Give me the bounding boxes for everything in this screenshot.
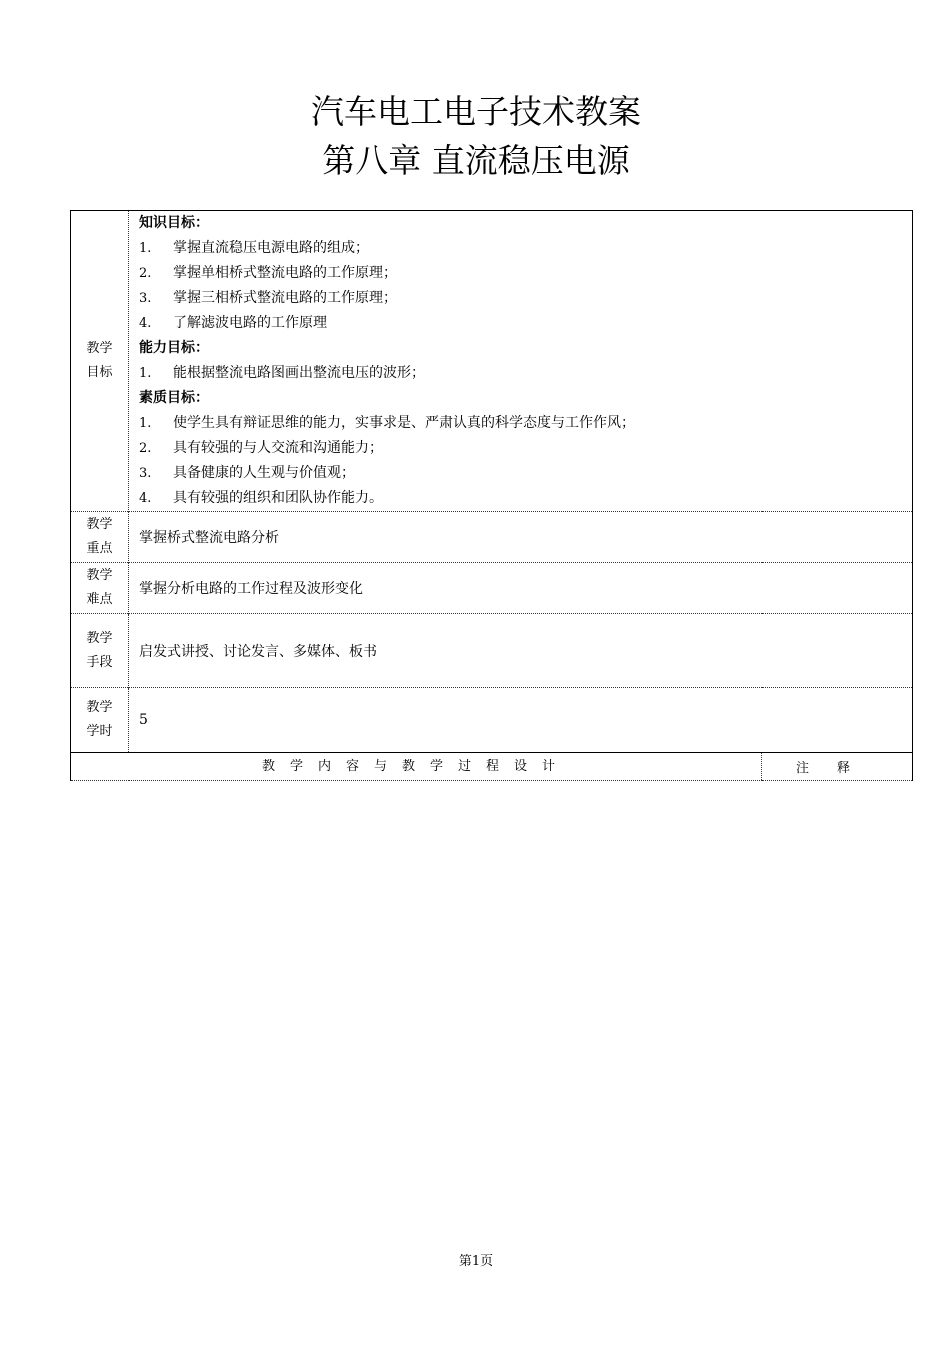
goal-item: 2. 具有较强的与人交流和沟通能力； bbox=[139, 440, 383, 456]
chapter-title: 第八章 直流稳压电源 bbox=[322, 141, 630, 180]
quality-goals-heading: 素质目标： bbox=[139, 390, 209, 406]
difficulties-row bbox=[71, 563, 913, 614]
goal-item: 4. 了解滤波电路的工作原理 bbox=[139, 315, 327, 331]
difficulties-content: 掌握分析电路的工作过程及波形变化 bbox=[129, 563, 913, 614]
goal-item: 3. 具备健康的人生观与价值观； bbox=[139, 465, 355, 481]
goal-item: 4. 具有较强的组织和团队协作能力。 bbox=[139, 490, 383, 506]
key-points-content: 掌握桥式整流电路分析 bbox=[129, 512, 913, 563]
hours-row bbox=[71, 688, 913, 753]
goal-item: 1. 掌握直流稳压电源电路的组成； bbox=[139, 240, 369, 256]
goal-item: 1. 使学生具有辩证思维的能力，实事求是、严肃认真的科学态度与工作作风； bbox=[139, 415, 635, 431]
key-points-row bbox=[71, 512, 913, 563]
lesson-plan-table bbox=[70, 210, 913, 781]
hours-content: 5 bbox=[129, 688, 913, 753]
goal-item: 3. 掌握三相桥式整流电路的工作原理； bbox=[139, 290, 397, 306]
goal-item: 2. 掌握单相桥式整流电路的工作原理； bbox=[139, 265, 397, 281]
hours-label: 教学 学时 bbox=[71, 688, 129, 753]
key-points-label: 教学 重点 bbox=[71, 512, 129, 563]
teaching-goals-row bbox=[71, 211, 913, 512]
document-title: 汽车电工电子技术教案 bbox=[311, 92, 641, 131]
content-design-header: 教学内容与教学过程设计 bbox=[71, 753, 762, 781]
methods-content: 启发式讲授、讨论发言、多媒体、板书 bbox=[129, 614, 913, 688]
teaching-goals-label: 教学 目标 bbox=[71, 211, 129, 512]
page-number: 第1页 bbox=[458, 1254, 494, 1269]
ability-goals-heading: 能力目标： bbox=[139, 340, 209, 356]
knowledge-goals-heading: 知识目标： bbox=[139, 215, 209, 231]
goal-item: 1. 能根据整流电路图画出整流电压的波形； bbox=[139, 365, 425, 381]
methods-label: 教学 手段 bbox=[71, 614, 129, 688]
difficulties-label: 教学 难点 bbox=[71, 563, 129, 614]
content-header-row bbox=[71, 753, 913, 781]
methods-row bbox=[71, 614, 913, 688]
notes-header: 注释 bbox=[762, 753, 913, 781]
teaching-goals-content bbox=[129, 211, 913, 512]
